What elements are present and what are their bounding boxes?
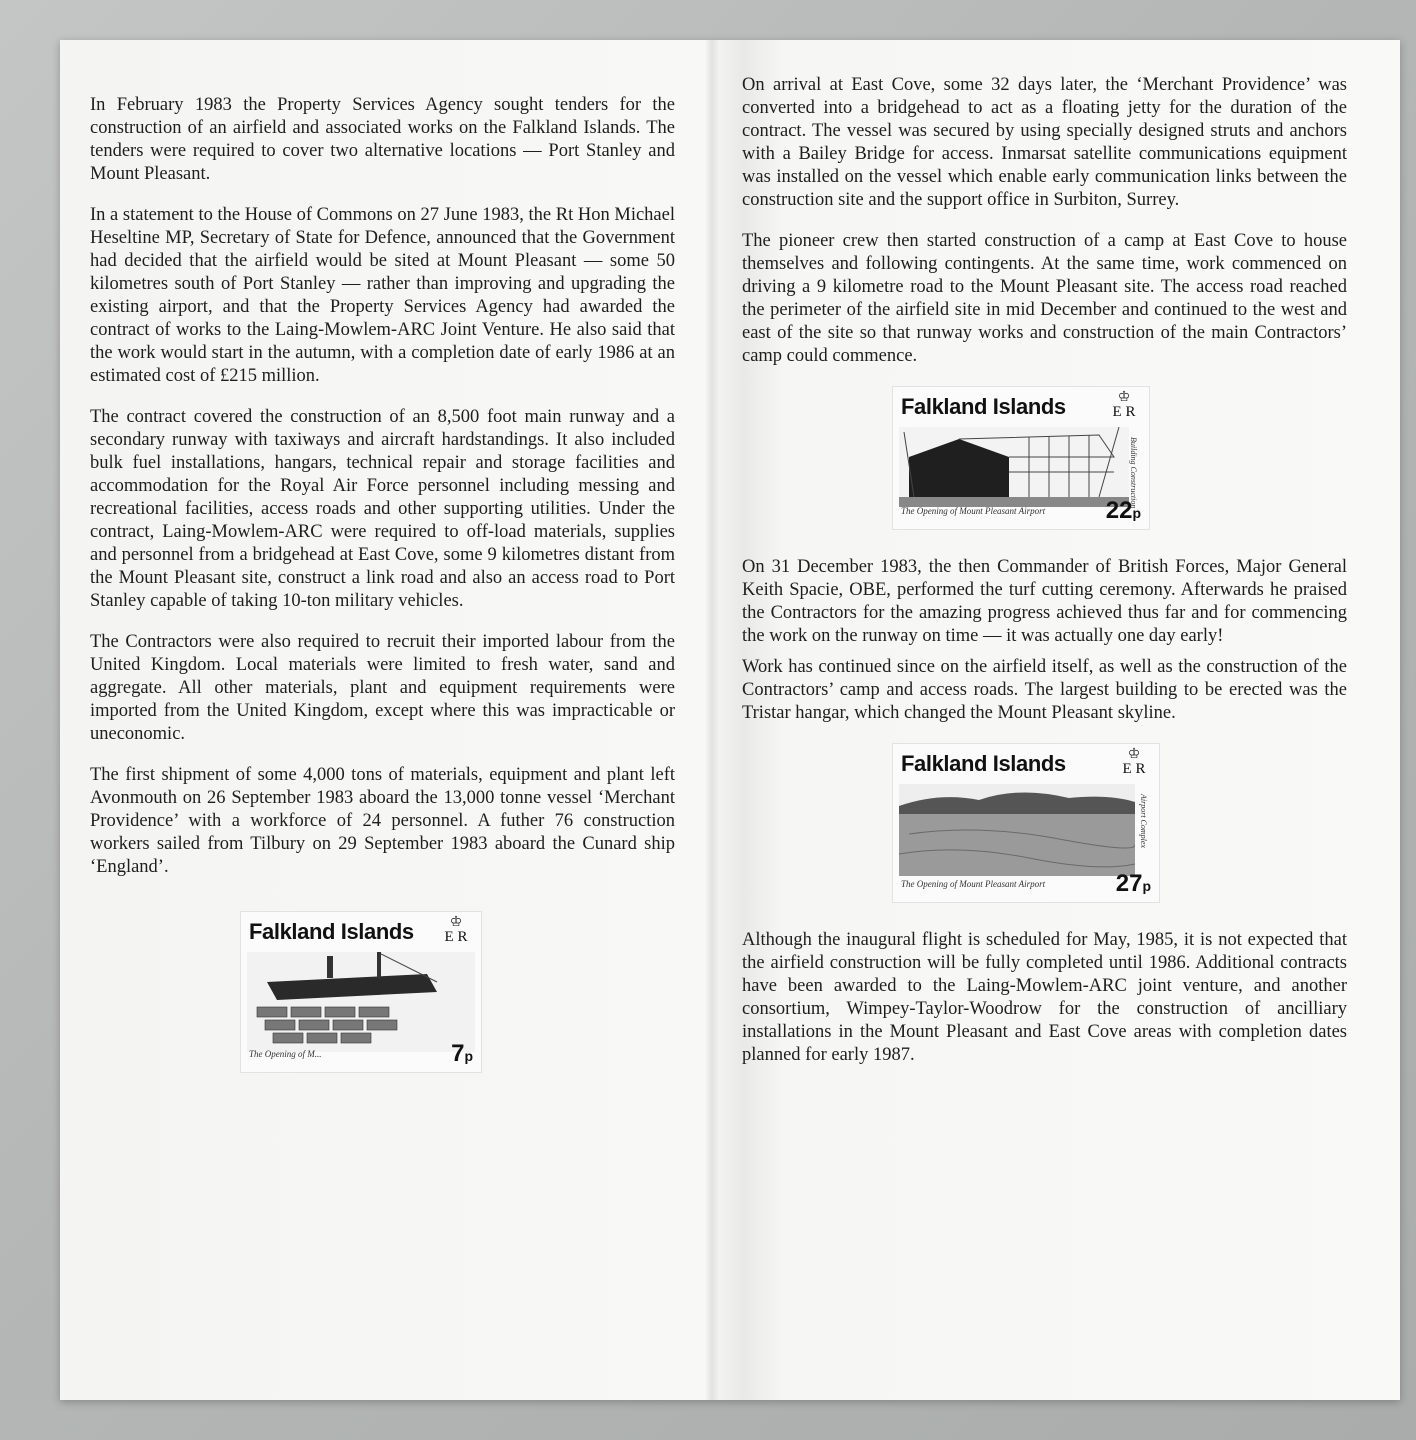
airport-landscape-illustration — [899, 784, 1135, 876]
stamp-side-text: Airport Complex — [1139, 794, 1148, 848]
stamp-22p — [892, 386, 1150, 530]
building-construction-illustration — [899, 427, 1129, 507]
paragraph-work-continued: Work has continued since on the airfield itself, as well as the construction of the Contractors’ camp and access roads. The largest building to be erected was the Tristar hangar, which changed the Mount Pleasant skyline. — [742, 657, 1347, 723]
right-column — [742, 74, 1347, 1085]
paragraph-pioneer-crew: The pioneer crew then started construction of a camp at East Cove to house themselves and following contingents. At the same time, work commenced on driving a 9 kilometre road to the Mount Pleasant site. The access road reached the perimeter of the airfield site in mid December and continued to the west and east of the site so that runway works and construction of the main Contractors’ camp could commence. — [742, 231, 1347, 366]
leaflet-page — [60, 40, 1400, 1400]
paragraph-contract: The contract covered the construction of an 8,500 foot main runway and a secondary runway with taxiways and aircraft hardstandings. It also included bulk fuel installations, hangars, technical repair and storage facilities and accommodation for the Royal Air Force personnel including messing and recreational facilities, access roads and other supporting utilities. Under the contract, Laing-Mowlem-ARC were required to off-load materials, supplies and personnel from a bridgehead at East Cove, some 9 kilometres distant from the Mount Pleasant site, construct a link road and also an access road to Port Stanley capable of taking 10-ton military vehicles. — [90, 407, 675, 611]
royal-cypher: ♔ E R — [1107, 391, 1141, 419]
stamp-country: Falkland Islands — [249, 919, 414, 944]
ship-unloading-illustration — [247, 952, 475, 1052]
paragraph-commons-statement: In a statement to the House of Commons on 27 June 1983, the Rt Hon Michael Heseltine MP, Secretary of State for Defence, announced that the Government had decided that the airfield would be sited at Mount Pleasant — some 50 kilometres south of Port Stanley — rather than improving and upgrading the existing airport, and that the Property Services Agency had awarded the contract of works to the Laing-Mowlem-ARC Joint Venture. He also said that the work would start in the autumn, with a completion date of early 1986 at an estimated cost of £215 million. — [90, 205, 675, 386]
royal-cypher: ♔ E R — [439, 916, 473, 944]
crown-icon: ♔ — [1127, 747, 1141, 762]
stamp-value: 7p — [451, 1040, 473, 1067]
stamp-country: Falkland Islands — [901, 394, 1066, 419]
royal-cypher: ♔ E R — [1117, 748, 1151, 776]
paragraph-inaugural-flight: Although the inaugural flight is scheduled for May, 1985, it is not expected that the airfield construction will be fully completed until 1986. Additional contracts have been awarded to the Laing-Mowlem-ARC joint venture, and another consortium, Wimpey-Taylor-Woodrow for the construction of ancilliary installations in the Mount Pleasant and East Cove areas with completion dates planned for early 1987. — [742, 930, 1347, 1065]
paragraph-labour: The Contractors were also required to recruit their imported labour from the United Kingdom. Local materials were limited to fresh water, sand and aggregate. All other materials, plant and equipment requirements were imported from the United Kingdom, except where this was impracticable or uneconomic. — [90, 632, 675, 744]
stamp-side-text: Building Construction — [1129, 437, 1138, 509]
center-fold — [705, 40, 719, 1400]
paragraph-first-shipment: The first shipment of some 4,000 tons of materials, equipment and plant left Avonmouth on 26 September 1983 aboard the 13,000 tonne vessel ‘Merchant Providence’ with a workforce of 24 personnel. A futher 76 construction workers sailed from Tilbury on 29 September 1983 aboard the Cunard ship ‘England’. — [90, 765, 675, 877]
stamp-caption: The Opening of M... — [249, 1049, 322, 1059]
stamp-7p — [240, 911, 482, 1073]
stamp-27p — [892, 743, 1160, 903]
paragraph-turf-cutting: On 31 December 1983, the then Commander of British Forces, Major General Keith Spacie, OBE, performed the turf cutting ceremony. Afterwards he praised the Contractors for the amazing progress achieved thus far and for commencing the work on the runway on time — it was actually one day early! — [742, 557, 1347, 646]
paragraph-tenders: In February 1983 the Property Services Agency sought tenders for the construction of an airfield and associated works on the Falkland Islands. The tenders were required to cover two alternative locations — Port Stanley and Mount Pleasant. — [90, 95, 675, 184]
stamp-caption: The Opening of Mount Pleasant Airport — [901, 879, 1046, 889]
stamp-value: 27p — [1115, 870, 1151, 897]
paragraph-east-cove-arrival: On arrival at East Cove, some 32 days later, the ‘Merchant Providence’ was converted into a bridgehead to act as a floating jetty for the duration of the contract. The vessel was secured by using specially designed struts and anchors with a Bailey Bridge for access. Inmarsat satellite communications equipment was installed on the vessel which enable early communication links between the construction site and the support office in Surbiton, Surrey. — [742, 75, 1347, 210]
crown-icon: ♔ — [1117, 390, 1131, 405]
stamp-caption: The Opening of Mount Pleasant Airport — [901, 506, 1046, 516]
stamp-value: 22p — [1105, 497, 1141, 524]
left-column — [90, 94, 675, 1099]
crown-icon: ♔ — [449, 915, 463, 930]
stamp-country: Falkland Islands — [901, 751, 1066, 776]
